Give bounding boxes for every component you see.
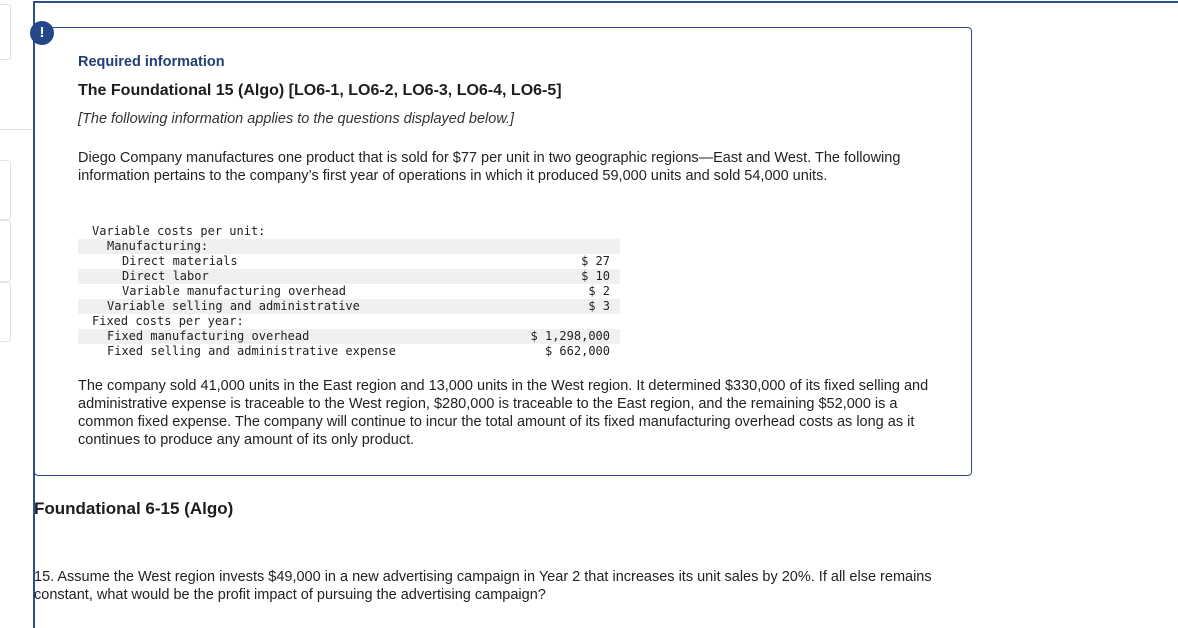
- problem-title: The Foundational 15 (Algo) [LO6-1, LO6-2, LO6-3, LO6-4, LO6-5]: [78, 82, 562, 99]
- problem-subtitle: [The following information applies to the questions displayed below.]: [78, 111, 515, 127]
- row-label: Variable manufacturing overhead: [122, 284, 346, 298]
- row-value: $ 1,298,000: [504, 329, 620, 344]
- row-label: Manufacturing:: [78, 239, 504, 254]
- side-panel-tab: [0, 160, 11, 220]
- table-row: [78, 239, 620, 254]
- row-label: Direct materials: [122, 254, 238, 268]
- cost-table: [78, 224, 620, 359]
- row-value: $ 662,000: [544, 344, 610, 358]
- details-paragraph: The company sold 41,000 units in the East region and 13,000 units in the West region. It determined $330,000 of its fixed selling and administrative expense is traceable to the West region, $280,000 is traceable to the East region, and the remaining $52,000 is a common fixed expense. The company will continue to incur the total amount of its fixed manufacturing overhead costs as long as it continues to produce any amount of its only product.: [78, 378, 929, 448]
- top-border: [33, 1, 1178, 3]
- table-row: [78, 224, 620, 239]
- row-label: Variable selling and administrative: [78, 299, 504, 314]
- row-value: $ 2: [588, 284, 610, 298]
- row-label: Variable costs per unit:: [92, 224, 266, 238]
- row-label: Fixed selling and administrative expense: [107, 344, 396, 358]
- row-value: [504, 239, 620, 254]
- table-row: [78, 314, 620, 329]
- row-label: Direct labor: [78, 269, 504, 284]
- intro-paragraph: Diego Company manufactures one product that is sold for $77 per unit in two geographic regions—East and West. The following information pertains to the company’s first year of operations in which it produced 59,000 units and sold 54,000 units.: [78, 150, 901, 184]
- table-row: [78, 344, 620, 359]
- table-row: [78, 284, 620, 299]
- side-panel-tab: [0, 282, 11, 342]
- alert-icon: !: [30, 21, 54, 45]
- row-value: $ 27: [581, 254, 610, 268]
- row-value: [504, 314, 620, 329]
- table-row: [78, 299, 620, 314]
- section-heading: Foundational 6-15 (Algo): [34, 499, 234, 518]
- side-divider: [0, 129, 33, 130]
- required-info-heading: Required information: [78, 54, 225, 70]
- table-row: [78, 329, 620, 344]
- required-information-box: [34, 27, 972, 476]
- row-label: Fixed costs per year:: [92, 314, 244, 328]
- side-panel-tab: [0, 4, 11, 60]
- row-value: $ 3: [504, 299, 620, 314]
- question-text: 15. Assume the West region invests $49,000 in a new advertising campaign in Year 2 that increases its unit sales by 20%. If all else remains constant, what would be the profit impact of pursuing the advertising campaign?: [34, 569, 932, 603]
- side-panel-tab: [0, 220, 11, 282]
- table-row: [78, 254, 620, 269]
- row-value: [504, 224, 620, 239]
- table-row: [78, 269, 620, 284]
- row-value: $ 10: [504, 269, 620, 284]
- row-label: Fixed manufacturing overhead: [78, 329, 504, 344]
